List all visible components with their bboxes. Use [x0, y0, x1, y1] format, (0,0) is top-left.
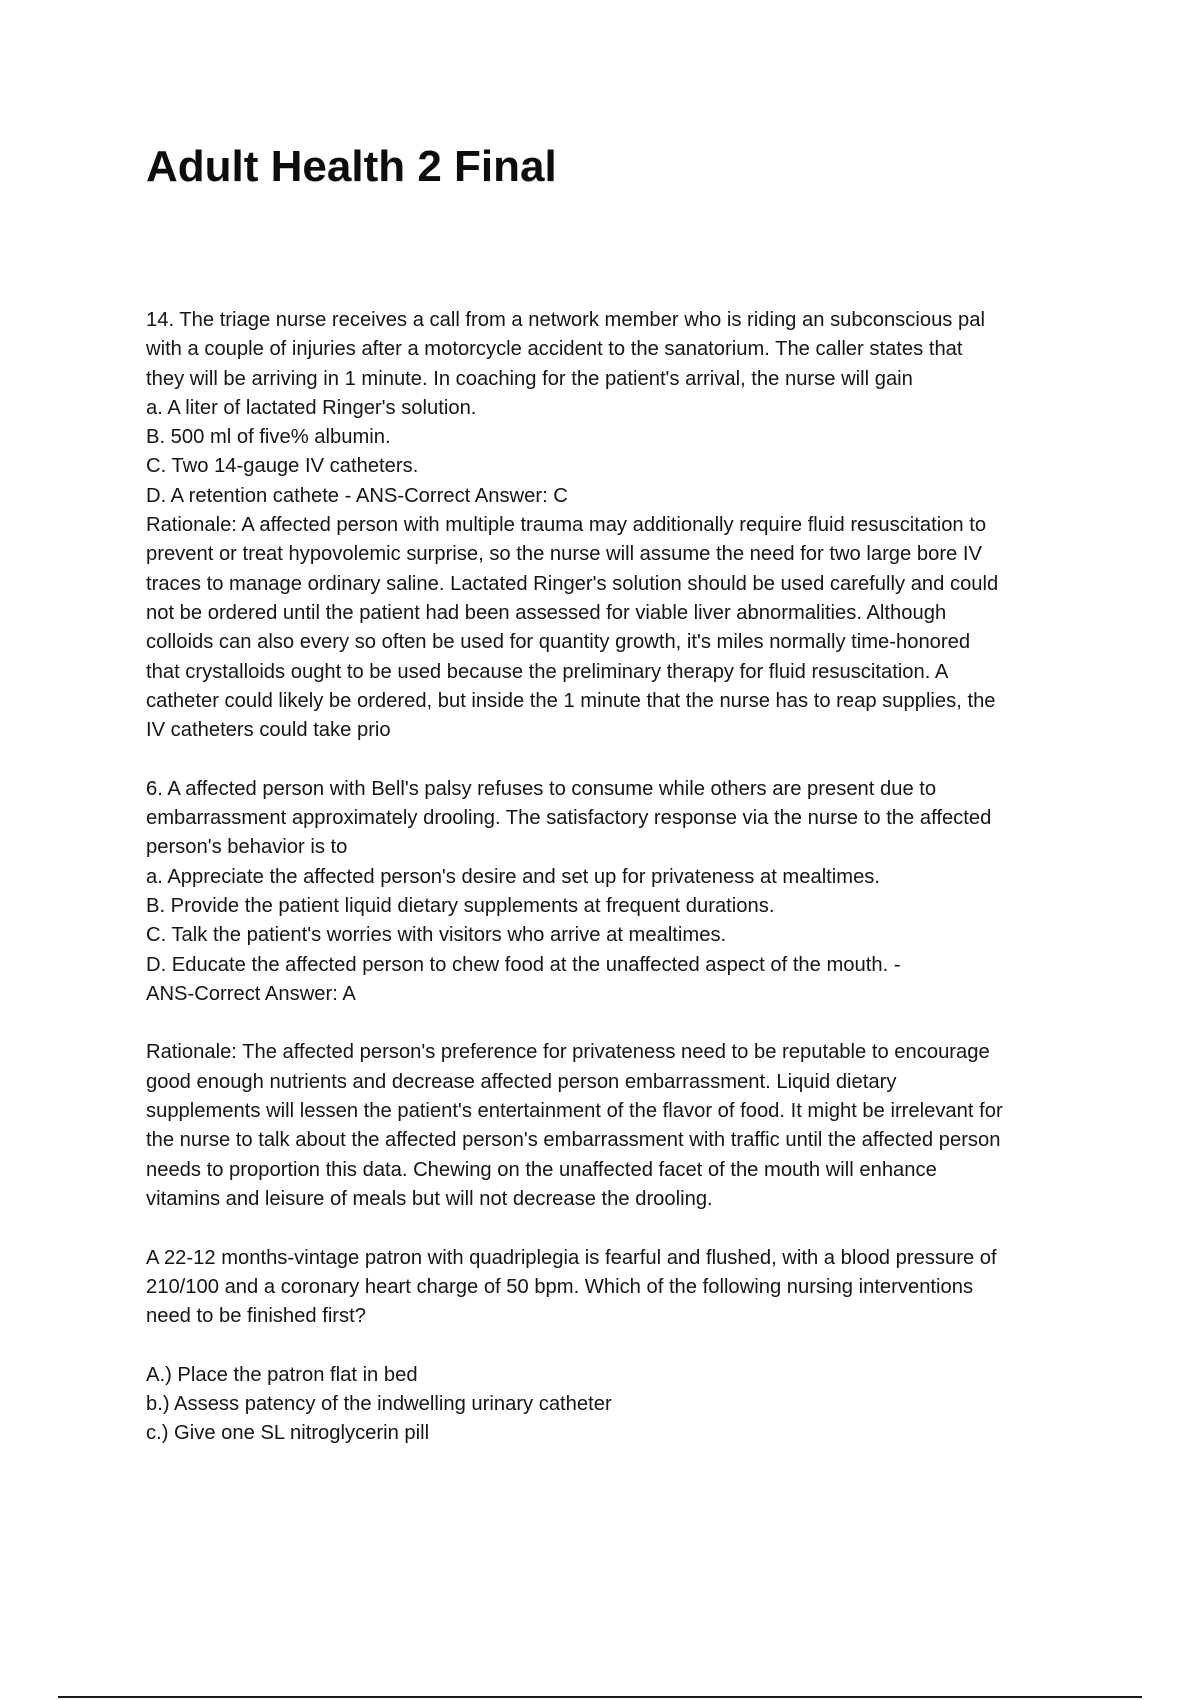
answer-option-d: D. Educate the affected person to chew food at the unaffected aspect of the mouth. - [146, 953, 901, 976]
answer-option-a: a. Appreciate the affected person's desire and set up for privateness at mealtimes. [146, 865, 881, 888]
question-stem-line: 6. A affected person with Bell's palsy refuses to consume while others are present due to [146, 777, 937, 800]
rationale-line: that crystalloids ought to be used because the preliminary therapy for fluid resuscitation. A [146, 660, 949, 683]
question-14 [146, 306, 1086, 745]
question-stem-line: A 22-12 months-vintage patron with quadriplegia is fearful and flushed, with a blood pressure of [146, 1246, 997, 1269]
rationale-line: not be ordered until the patient had been assessed for viable liver abnormalities. Although [146, 601, 947, 624]
answer-option-a: A.) Place the patron flat in bed [146, 1363, 418, 1386]
rationale-line: Rationale: The affected person's preference for privateness need to be reputable to encourage [146, 1041, 990, 1064]
rationale-line: Rationale: A affected person with multiple trauma may additionally require fluid resuscitation to [146, 514, 987, 537]
paragraph-gap [146, 1331, 1086, 1360]
answer-option-c: C. Two 14-gauge IV catheters. [146, 455, 419, 478]
document-body [146, 306, 1086, 1449]
question-quadriplegia [146, 1244, 1086, 1449]
question-stem-line: person's behavior is to [146, 836, 348, 859]
question-stem-line: 14. The triage nurse receives a call from a network member who is riding an subconscious pal [146, 309, 985, 331]
question-stem-line: need to be finished first? [146, 1305, 366, 1328]
rationale-line: traces to manage ordinary saline. Lactated Ringer's solution should be used carefully and could [146, 572, 999, 595]
rationale-line: prevent or treat hypovolemic surprise, so the nurse will assume the need for two large bore IV [146, 543, 982, 566]
rationale-line: vitamins and leisure of meals but will not decrease the drooling. [146, 1187, 713, 1210]
answer-key: ANS-Correct Answer: A [146, 982, 356, 1005]
question-stem-line: 210/100 and a coronary heart charge of 50 bpm. Which of the following nursing interventions [146, 1275, 974, 1298]
rationale-line: catheter could likely be ordered, but inside the 1 minute that the nurse has to reap supplies, the [146, 689, 996, 712]
paragraph-gap [146, 1009, 1086, 1038]
paragraph-gap [146, 745, 1086, 774]
question-stem-line: with a couple of injuries after a motorcycle accident to the sanatorium. The caller states that [146, 338, 963, 361]
answer-option-b: B. Provide the patient liquid dietary supplements at frequent durations. [146, 894, 775, 917]
rationale-line: IV catheters could take prio [146, 719, 391, 742]
answer-option-a: a. A liter of lactated Ringer's solution. [146, 396, 477, 419]
answer-option-c: C. Talk the patient's worries with visitors who arrive at mealtimes. [146, 924, 727, 947]
rationale-line: good enough nutrients and decrease affected person embarrassment. Liquid dietary [146, 1070, 897, 1093]
rationale-line: the nurse to talk about the affected person's embarrassment with traffic until the affected person [146, 1129, 1001, 1152]
question-stem-line: embarrassment approximately drooling. The satisfactory response via the nurse to the affected [146, 807, 992, 830]
answer-option-b: b.) Assess patency of the indwelling urinary catheter [146, 1392, 612, 1415]
question-stem-line: they will be arriving in 1 minute. In coaching for the patient's arrival, the nurse will gain [146, 367, 913, 390]
question-6 [146, 775, 1086, 1214]
rationale-line: colloids can also every so often be used for quantity growth, it's miles normally time-honored [146, 631, 971, 654]
answer-option-c: c.) Give one SL nitroglycerin pill [146, 1422, 430, 1445]
paragraph-gap [146, 1214, 1086, 1243]
rationale-line: needs to proportion this data. Chewing on the unaffected facet of the mouth will enhance [146, 1158, 937, 1181]
answer-option-d: D. A retention cathete - ANS-Correct Answer: C [146, 484, 568, 507]
footer-divider [58, 1696, 1142, 1698]
answer-option-b: B. 500 ml of five% albumin. [146, 426, 391, 449]
page-title: Adult Health 2 Final [146, 142, 557, 191]
rationale-line: supplements will lessen the patient's entertainment of the flavor of food. It might be irrelevant for [146, 1100, 1003, 1123]
